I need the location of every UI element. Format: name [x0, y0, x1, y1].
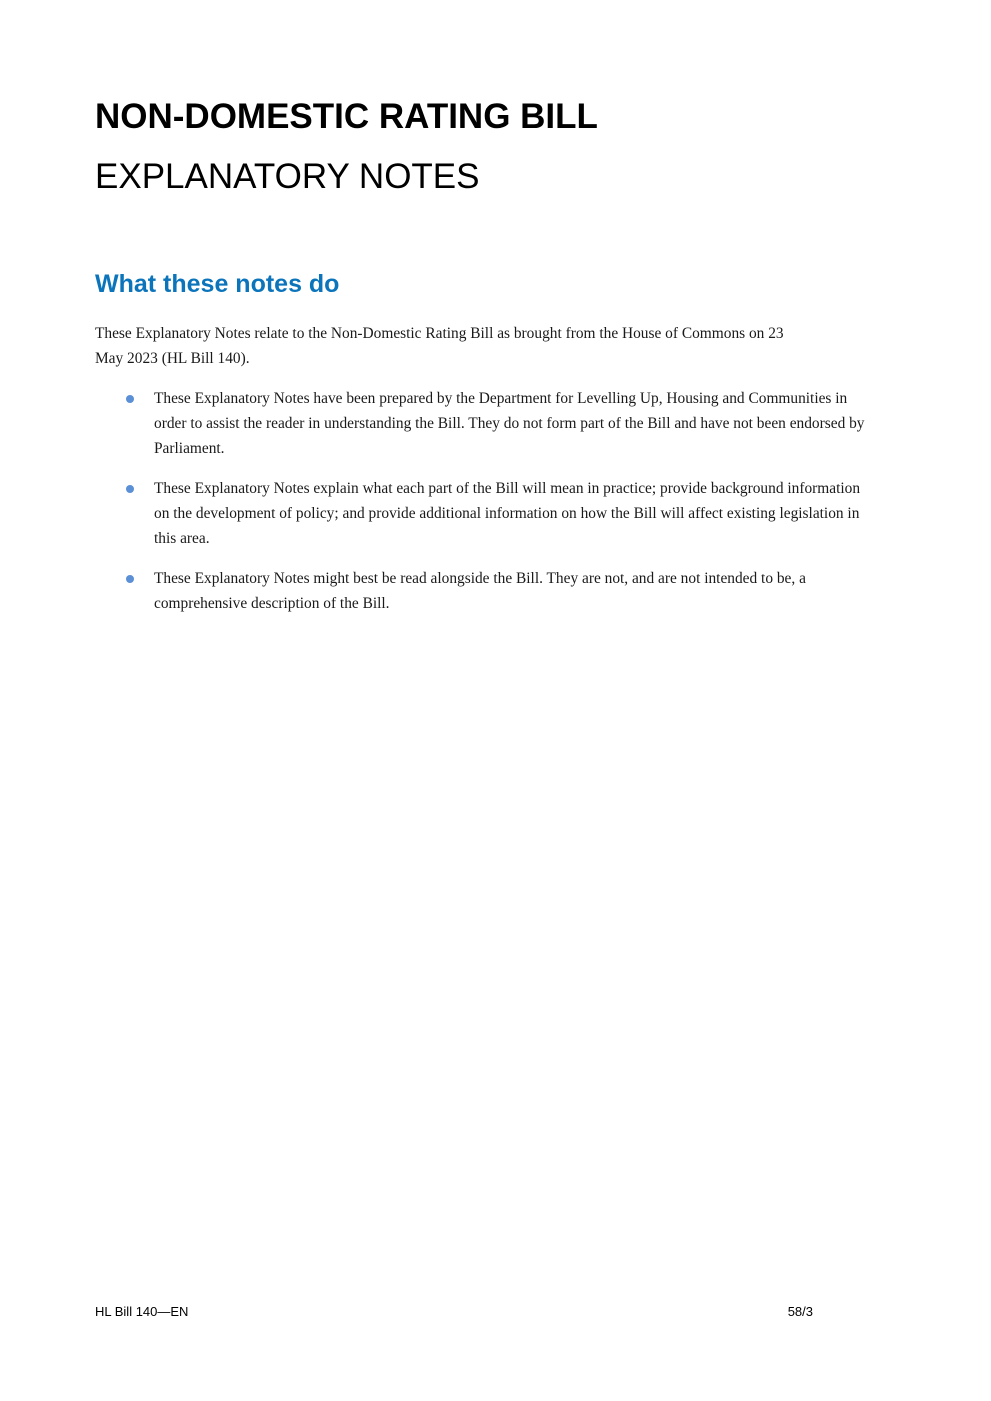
footer-page-code: 58/3 [787, 1304, 813, 1319]
section-heading: What these notes do [95, 270, 340, 298]
document-subtitle: EXPLANATORY NOTES [95, 157, 480, 196]
bullet-text: These Explanatory Notes might best be read alongside the Bill. They are not, and are not intended to be, a comprehensive description of the Bill. [154, 570, 806, 612]
bullet-item [95, 566, 865, 616]
bullet-item [95, 386, 865, 461]
bullet-text: These Explanatory Notes have been prepared by the Department for Levelling Up, Housing and Communities in order to assist the reader in understanding the Bill. They do not form part of the Bill and have not been endorsed by Parliament. [154, 390, 865, 457]
bullet-text: These Explanatory Notes explain what each part of the Bill will mean in practice; provide background information on the development of policy; and provide additional information on how the Bill will affect existing legislation in this area. [154, 480, 861, 547]
bullet-item [95, 476, 865, 551]
bullet-dot-icon [126, 575, 134, 583]
bullet-dot-icon [126, 395, 134, 403]
document-title: NON-DOMESTIC RATING BILL [95, 97, 598, 136]
intro-paragraph: These Explanatory Notes relate to the Non-Domestic Rating Bill as brought from the House of Commons on 23 May 2023 (HL Bill 140). [95, 325, 784, 367]
footer-bill-reference: HL Bill 140—EN [95, 1304, 189, 1319]
bullet-dot-icon [126, 485, 134, 493]
bullet-list [95, 386, 865, 631]
